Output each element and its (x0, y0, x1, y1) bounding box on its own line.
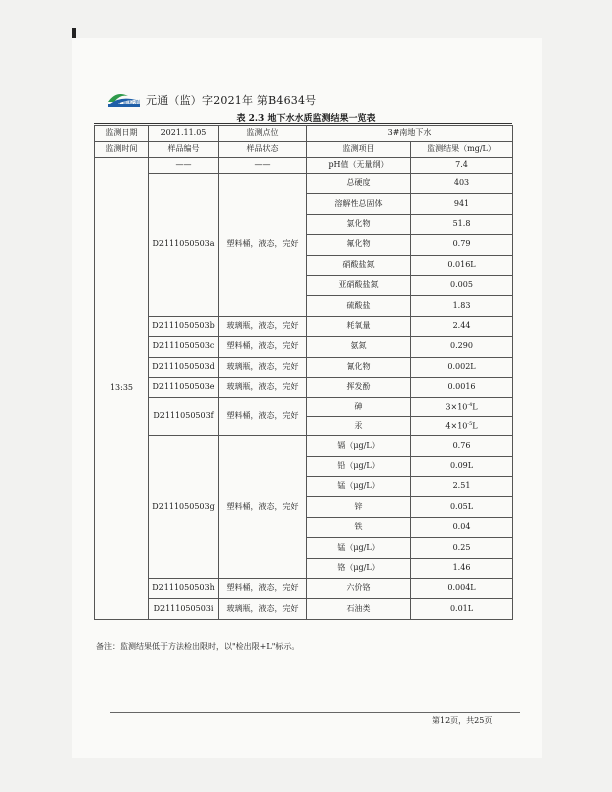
result-value-cell: 0.0016 (411, 377, 513, 397)
sample-id-cell: D2111050503d (149, 357, 219, 377)
item-name-cell: 氰化物 (307, 357, 411, 377)
result-value-cell: 1.83 (411, 296, 513, 316)
result-value-cell: 0.002L (411, 357, 513, 377)
sample-state-cell: 塑料桶，液态，完好 (219, 398, 307, 436)
label-sample-state: 样品状态 (219, 142, 307, 158)
table-row (95, 337, 513, 357)
result-value-cell: 0.25 (411, 538, 513, 558)
sample-state-cell: 玻璃瓶，液态，完好 (219, 316, 307, 336)
value-base: 4×10 (445, 421, 468, 431)
logo-text: 元通检测 (116, 100, 141, 107)
result-value-cell: 0.01L (411, 599, 513, 619)
company-logo (106, 90, 142, 108)
value-base: 3×10 (445, 402, 468, 412)
sample-state-cell: 玻璃瓶，液态，完好 (219, 357, 307, 377)
sample-state-cell: 塑料桶，液态，完好 (219, 337, 307, 357)
sample-id-cell: D2111050503i (149, 599, 219, 619)
sample-id-cell: D2111050503f (149, 398, 219, 436)
item-name-cell: 亚硝酸盐氮 (307, 275, 411, 295)
table-title: 表 2.3 地下水水质监测结果一览表 (236, 114, 376, 124)
sample-state-cell: 塑料桶，液态，完好 (219, 579, 307, 599)
result-value-cell: 51.8 (411, 214, 513, 234)
label-item: 监测项目 (307, 142, 411, 158)
result-value-cell: 7.4 (411, 158, 513, 174)
result-value-cell: 0.76 (411, 436, 513, 456)
sample-state-cell: 玻璃瓶，液态，完好 (219, 377, 307, 397)
table-note: 备注：监测结果低于方法检出限时，以"检出限+L"标示。 (96, 642, 300, 651)
sample-state-cell: 塑料桶，液态，完好 (219, 436, 307, 579)
item-name-cell: 砷 (307, 398, 411, 417)
monitor-time-value: 13:35 (95, 158, 149, 620)
result-value-cell: 2.51 (411, 477, 513, 497)
sample-id-cell: —— (149, 158, 219, 174)
table-row (95, 599, 513, 619)
value-suffix: L (472, 402, 478, 412)
report-number: 元通（监）字2021年 第B4634号 (146, 94, 317, 107)
label-sample-id: 样品编号 (149, 142, 219, 158)
result-value-cell: 403 (411, 174, 513, 194)
table-row (95, 436, 513, 456)
item-name-cell: 锰（μg/L） (307, 538, 411, 558)
result-value-cell: 0.05L (411, 497, 513, 517)
label-monitor-point: 监测点位 (219, 126, 307, 142)
report-header (106, 90, 316, 108)
result-value-cell: 0.005 (411, 275, 513, 295)
sample-state-cell: 塑料桶，液态，完好 (219, 174, 307, 317)
item-name-cell: 石油类 (307, 599, 411, 619)
value-suffix: L (472, 421, 478, 431)
result-value-cell: 941 (411, 194, 513, 214)
sample-id-cell: D2111050503c (149, 337, 219, 357)
item-name-cell: pH值（无量纲） (307, 158, 411, 174)
table-row (95, 377, 513, 397)
header-row-columns (95, 142, 513, 158)
result-value-cell: 0.04 (411, 517, 513, 537)
item-name-cell: 铬（μg/L） (307, 558, 411, 578)
item-name-cell: 耗氧量 (307, 316, 411, 336)
result-value-cell: 2.44 (411, 316, 513, 336)
value-exponent: -5 (467, 420, 473, 427)
table-row (95, 174, 513, 194)
item-name-cell: 挥发酚 (307, 377, 411, 397)
table-row (95, 158, 513, 174)
table-row (95, 579, 513, 599)
table-row (95, 316, 513, 336)
scan-corner-mark (72, 28, 76, 38)
monitor-date-value: 2021.11.05 (149, 126, 219, 142)
item-name-cell: 氯化物 (307, 214, 411, 234)
result-value-cell: 0.09L (411, 456, 513, 476)
result-value-cell: 0.004L (411, 579, 513, 599)
item-name-cell: 镉（μg/L） (307, 436, 411, 456)
groundwater-results-table (94, 125, 513, 620)
item-name-cell: 氟化物 (307, 235, 411, 255)
item-name-cell: 氨氮 (307, 337, 411, 357)
sample-id-cell: D2111050503h (149, 579, 219, 599)
result-value-cell: 0.016L (411, 255, 513, 275)
item-name-cell: 硫酸盐 (307, 296, 411, 316)
label-result: 监测结果（mg/L） (411, 142, 513, 158)
table-row (95, 398, 513, 417)
result-value-cell: 0.290 (411, 337, 513, 357)
sample-state-cell: 玻璃瓶，液态，完好 (219, 599, 307, 619)
item-name-cell: 铅（μg/L） (307, 456, 411, 476)
sample-id-cell: D2111050503e (149, 377, 219, 397)
label-monitor-time: 监测时间 (95, 142, 149, 158)
item-name-cell: 六价铬 (307, 579, 411, 599)
sample-id-cell: D2111050503b (149, 316, 219, 336)
sample-id-cell: D2111050503a (149, 174, 219, 317)
result-value-cell: 1.46 (411, 558, 513, 578)
sample-state-cell: —— (219, 158, 307, 174)
item-name-cell: 锰（μg/L） (307, 477, 411, 497)
footer-rule (110, 712, 520, 713)
item-name-cell: 溶解性总固体 (307, 194, 411, 214)
label-monitor-date: 监测日期 (95, 126, 149, 142)
monitor-point-value: 3#南地下水 (307, 126, 513, 142)
header-row-date (95, 126, 513, 142)
result-value-cell (411, 398, 513, 417)
item-name-cell: 硝酸盐氮 (307, 255, 411, 275)
result-value-cell: 0.79 (411, 235, 513, 255)
table-row (95, 357, 513, 377)
item-name-cell: 锌 (307, 497, 411, 517)
title-rule (94, 123, 512, 124)
sample-id-cell: D2111050503g (149, 436, 219, 579)
result-value-cell (411, 417, 513, 436)
page-number: 第12页，共25页 (432, 716, 493, 725)
value-exponent: -4 (467, 401, 473, 408)
item-name-cell: 铁 (307, 517, 411, 537)
item-name-cell: 总硬度 (307, 174, 411, 194)
item-name-cell: 汞 (307, 417, 411, 436)
